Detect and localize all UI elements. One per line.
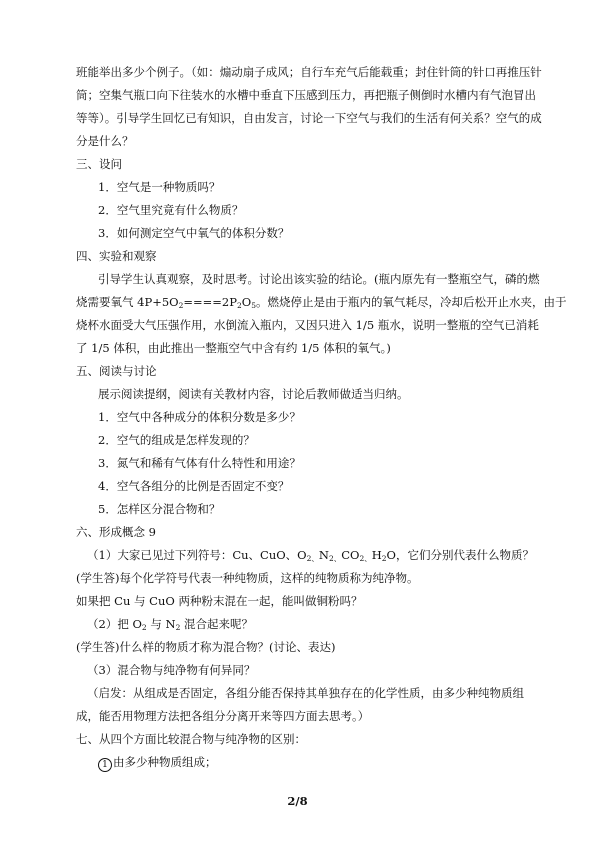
list-item: 4．空气各组分的比例是否固定不变？ bbox=[98, 479, 290, 493]
paragraph-line: 成，能否用物理方法把各组分分离开来等四方面去思考。） bbox=[76, 709, 370, 723]
section-heading: 四、实验和观察 bbox=[76, 249, 157, 263]
paragraph-line: 引导学生认真观察，及时思考。讨论出该实验的结论。(瓶内原先有一整瓶空气，磷的燃 bbox=[98, 272, 540, 286]
list-item: 1 由多少种物质组成； bbox=[98, 754, 543, 772]
list-item: 1．空气是一种物质吗？ bbox=[98, 180, 221, 194]
list-item: 3．氮气和稀有气体有什么特性和用途？ bbox=[98, 456, 301, 470]
paragraph-line: 展示阅读提纲，阅读有关教材内容，讨论后教师做适当归纳。 bbox=[98, 387, 409, 401]
paragraph-line: 烧杯水面受大气压强作用，水倒流入瓶内，又因只进入 1/5 瓶水，说明一整瓶的空气已消耗 bbox=[76, 318, 539, 332]
paragraph-line: 了 1/5 体积，由此推出一整瓶空气中含有约 1/5 体积的氧气。) bbox=[76, 341, 391, 355]
paragraph-line: 如果把 Cu 与 CuO 两种粉末混在一起，能叫做铜粉吗？ bbox=[76, 594, 363, 608]
page-number: 2/8 bbox=[287, 794, 308, 808]
paragraph-line: 班能举出多少个例子。（如：煽动扇子成风；自行车充气后能载重；封住针筒的针口再推压针 bbox=[76, 65, 542, 79]
paragraph-line: （1）大家已见过下列符号：Cu、CuO、$O_{2、}N_{2、}CO_{2、}H_2O$，它们分别代表什么物质？ bbox=[87, 548, 534, 563]
paragraph-line: （3）混合物与纯净物有何异同？ bbox=[87, 663, 256, 677]
paragraph-line: 分是什么？ bbox=[76, 134, 134, 148]
paragraph-line: 烧需要氧气 $4P+5O_2====2P_2O_5$。燃烧停止是由于瓶内的氧气耗尽，冷却后松开止水夹，由于 bbox=[76, 295, 567, 310]
paragraph-line: (学生答)每个化学符号代表一种纯物质，这样的纯物质称为纯净物。 bbox=[76, 571, 419, 585]
section-heading: 六、形成概念 9 bbox=[76, 525, 156, 539]
section-heading: 五、阅读与讨论 bbox=[76, 364, 157, 378]
section-heading: 七、从四个方面比较混合物与纯净物的区别： bbox=[76, 732, 306, 746]
list-item: 3．如何测定空气中氧气的体积分数？ bbox=[98, 226, 290, 240]
list-item: 2．空气里究竟有什么物质？ bbox=[98, 203, 244, 217]
section-heading: 三、设问 bbox=[76, 157, 122, 171]
list-item: 2．空气的组成是怎样发现的？ bbox=[98, 433, 255, 447]
list-item: 1．空气中各种成分的体积分数是多少？ bbox=[98, 410, 301, 424]
paragraph-line: (学生答)什么样的物质才称为混合物？(讨论、表达) bbox=[76, 640, 336, 654]
paragraph-line: 筒；空集气瓶口向下往装水的水槽中垂直下压感到压力，再把瓶子侧倒时水槽内有气泡冒出 bbox=[76, 88, 536, 102]
paragraph-line: 等等）。引导学生回忆已有知识，自由发言，讨论一下空气与我们的生活有何关系？空气的成 bbox=[76, 111, 542, 125]
circled-number: 1 bbox=[98, 758, 112, 772]
paragraph-line: （2）把 $O_2$ 与 $N_2$ 混合起来呢？ bbox=[87, 617, 253, 632]
list-item: 5．怎样区分混合物和？ bbox=[98, 502, 221, 516]
paragraph-line: （启发：从组成是否固定，各组分能否保持其单独存在的化学性质，由多少种纯物质组 bbox=[87, 686, 524, 700]
